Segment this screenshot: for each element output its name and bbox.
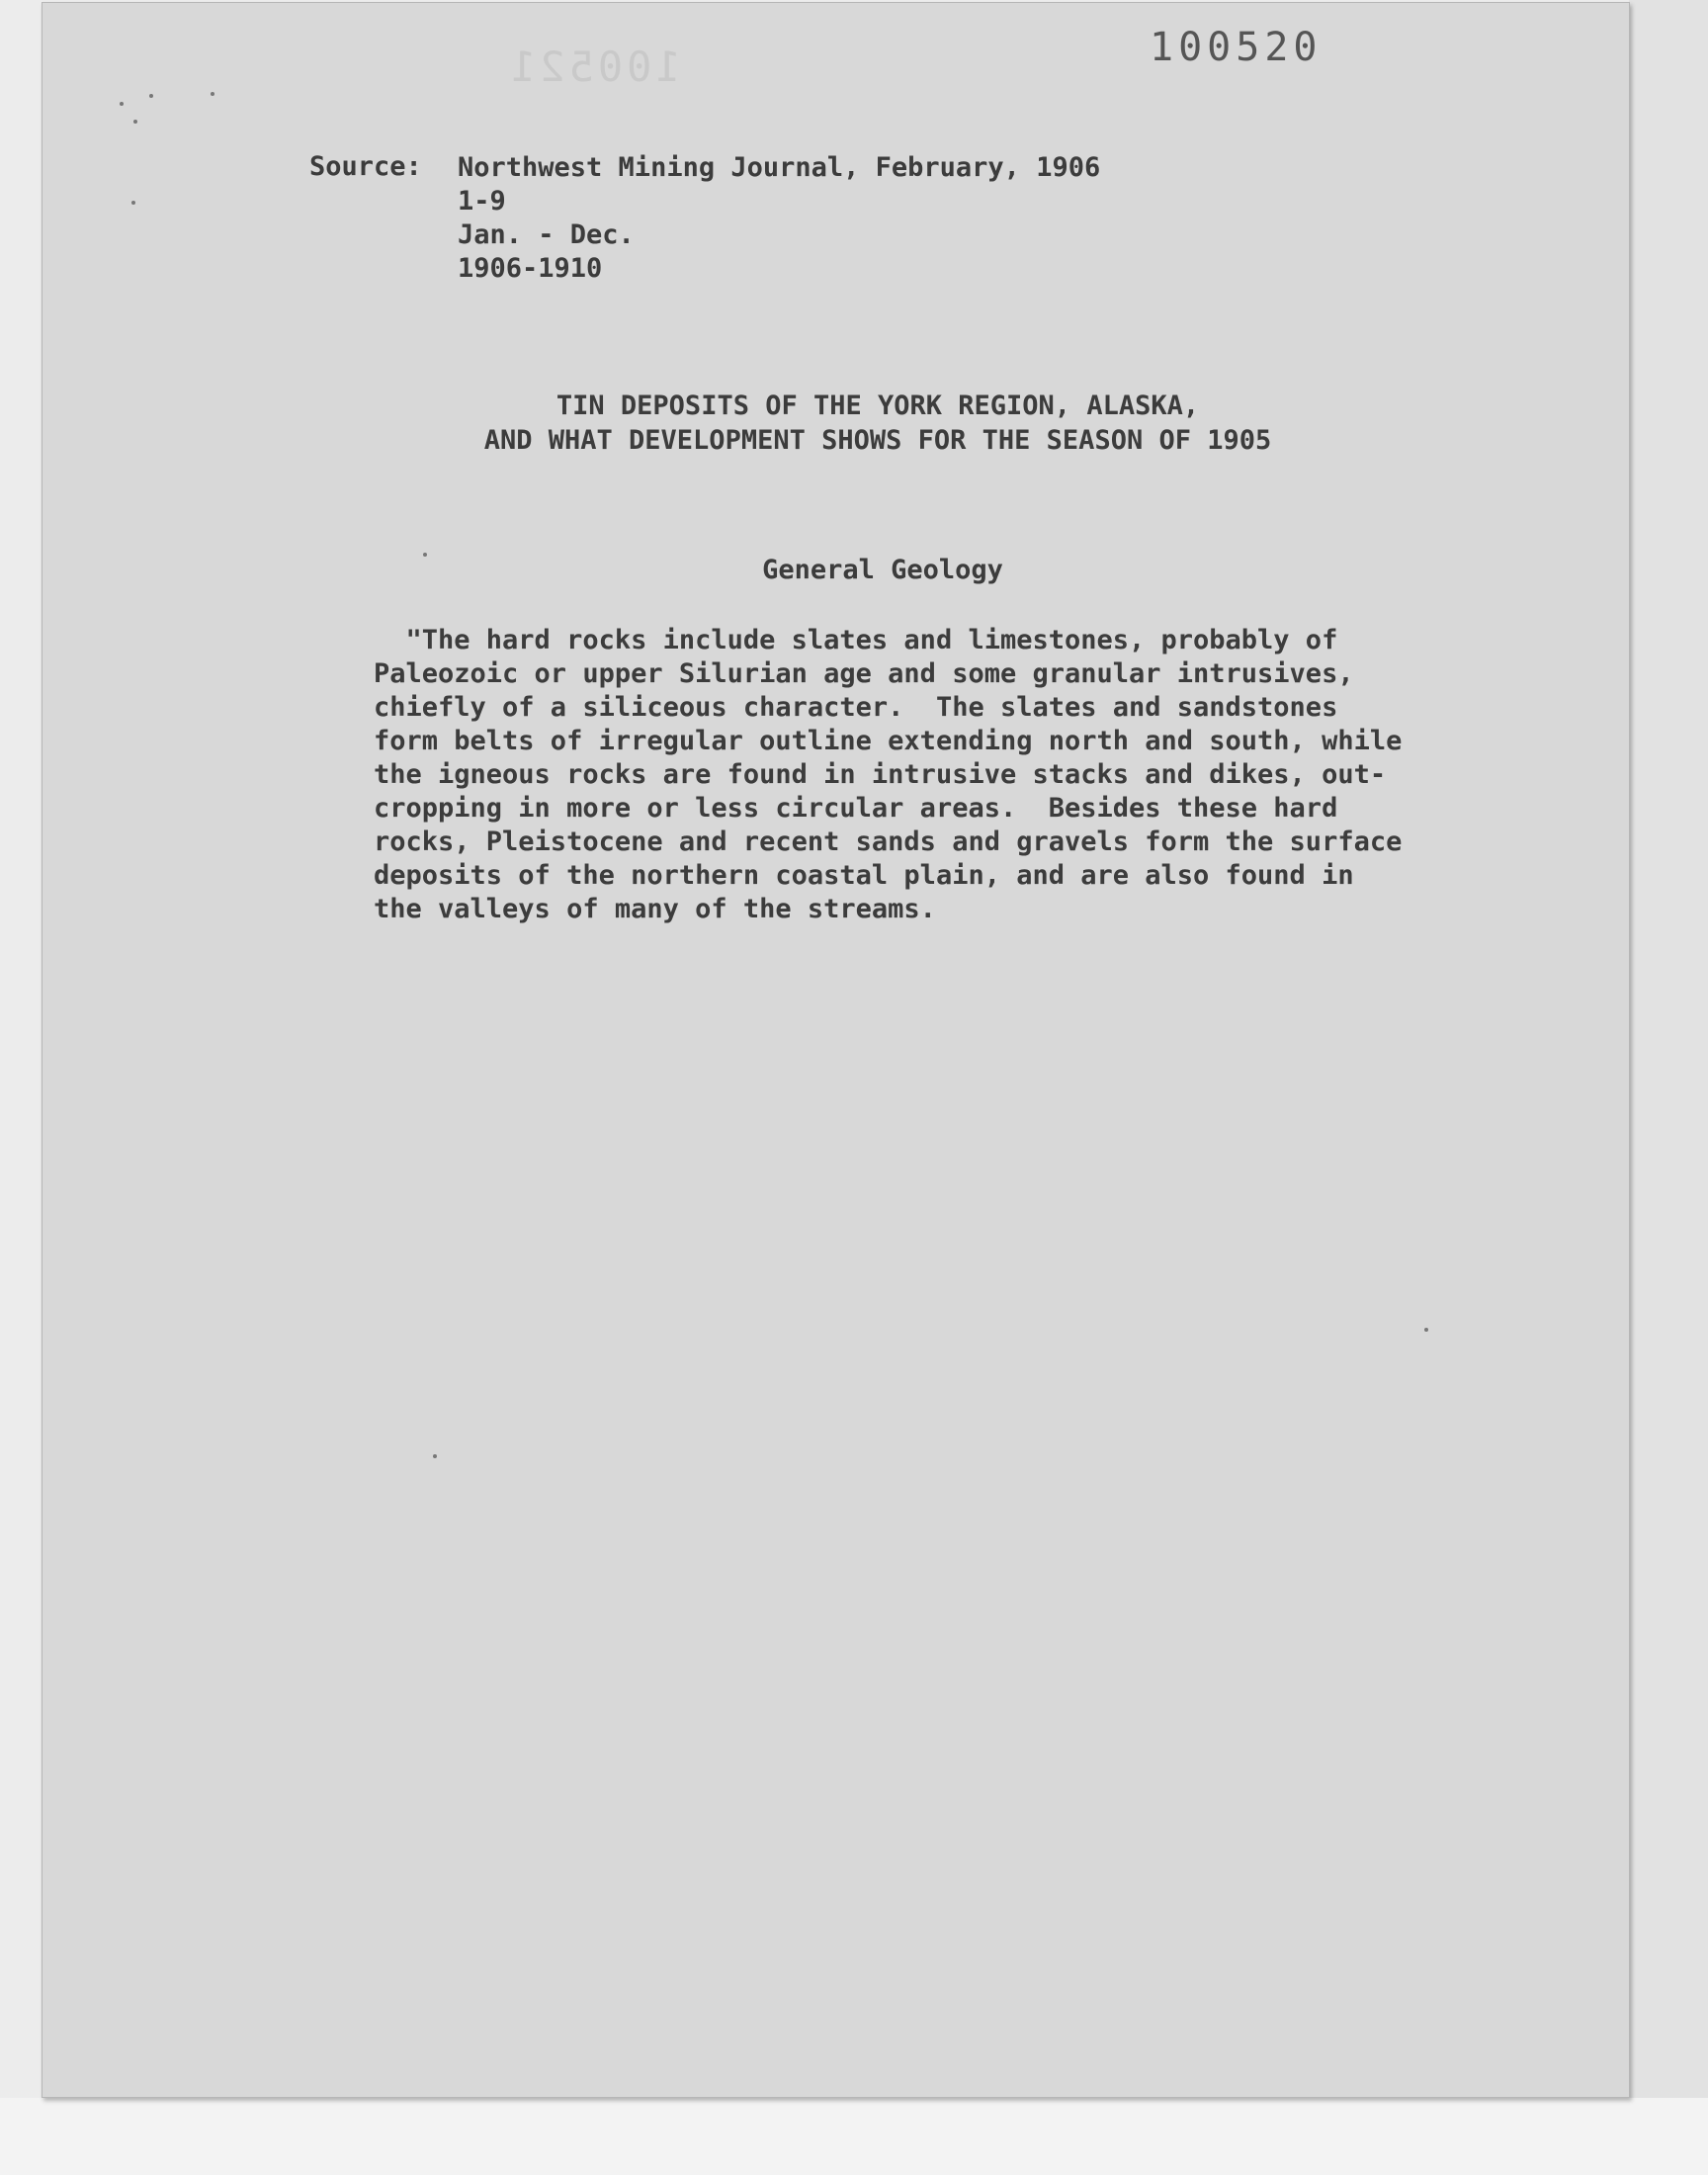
- scan-speck: [133, 120, 137, 124]
- source-years: 1906-1910: [458, 253, 603, 284]
- body-line: deposits of the northern coastal plain, and are also found in: [374, 860, 1354, 891]
- body-line: chiefly of a siliceous character. The slates and sandstones: [374, 692, 1338, 723]
- body-paragraph: [374, 624, 1402, 926]
- bleed-through-number: 100521: [507, 43, 681, 91]
- title-line: AND WHAT DEVELOPMENT SHOWS FOR THE SEASON OF 1905: [483, 425, 1272, 456]
- source-label: Source:: [309, 151, 422, 182]
- scan-speck: [149, 94, 153, 98]
- document-number: 100520: [1150, 25, 1323, 70]
- body-line: rocks, Pleistocene and recent sands and gravels form the surface: [374, 826, 1403, 857]
- body-line: the igneous rocks are found in intrusive stacks and dikes, out-: [374, 759, 1387, 790]
- scan-speck: [211, 92, 214, 96]
- source-months: Jan. - Dec.: [458, 219, 635, 250]
- document-title: [43, 389, 1708, 458]
- section-heading: General Geology: [762, 555, 1003, 585]
- body-line: form belts of irregular outline extending north and south, while: [374, 726, 1403, 756]
- scan-margin-right: [1629, 0, 1708, 2124]
- scan-speck: [433, 1454, 437, 1458]
- body-line: cropping in more or less circular areas. Besides these hard: [374, 793, 1338, 824]
- source-journal: Northwest Mining Journal, February, 1906: [458, 152, 1101, 183]
- document-page: [42, 2, 1630, 2098]
- title-line: TIN DEPOSITS OF THE YORK REGION, ALASKA,: [555, 391, 1200, 421]
- body-line: "The hard rocks include slates and limestones, probably of: [374, 625, 1338, 655]
- scan-speck: [120, 102, 124, 106]
- body-line: the valleys of many of the streams.: [374, 894, 936, 924]
- scan-speck: [131, 201, 135, 205]
- body-line: Paleozoic or upper Silurian age and some granular intrusives,: [374, 658, 1354, 689]
- source-pages: 1-9: [458, 186, 506, 217]
- scan-margin-bottom: [0, 2098, 1708, 2175]
- scan-speck: [1424, 1328, 1428, 1332]
- source-citation: [458, 151, 1100, 286]
